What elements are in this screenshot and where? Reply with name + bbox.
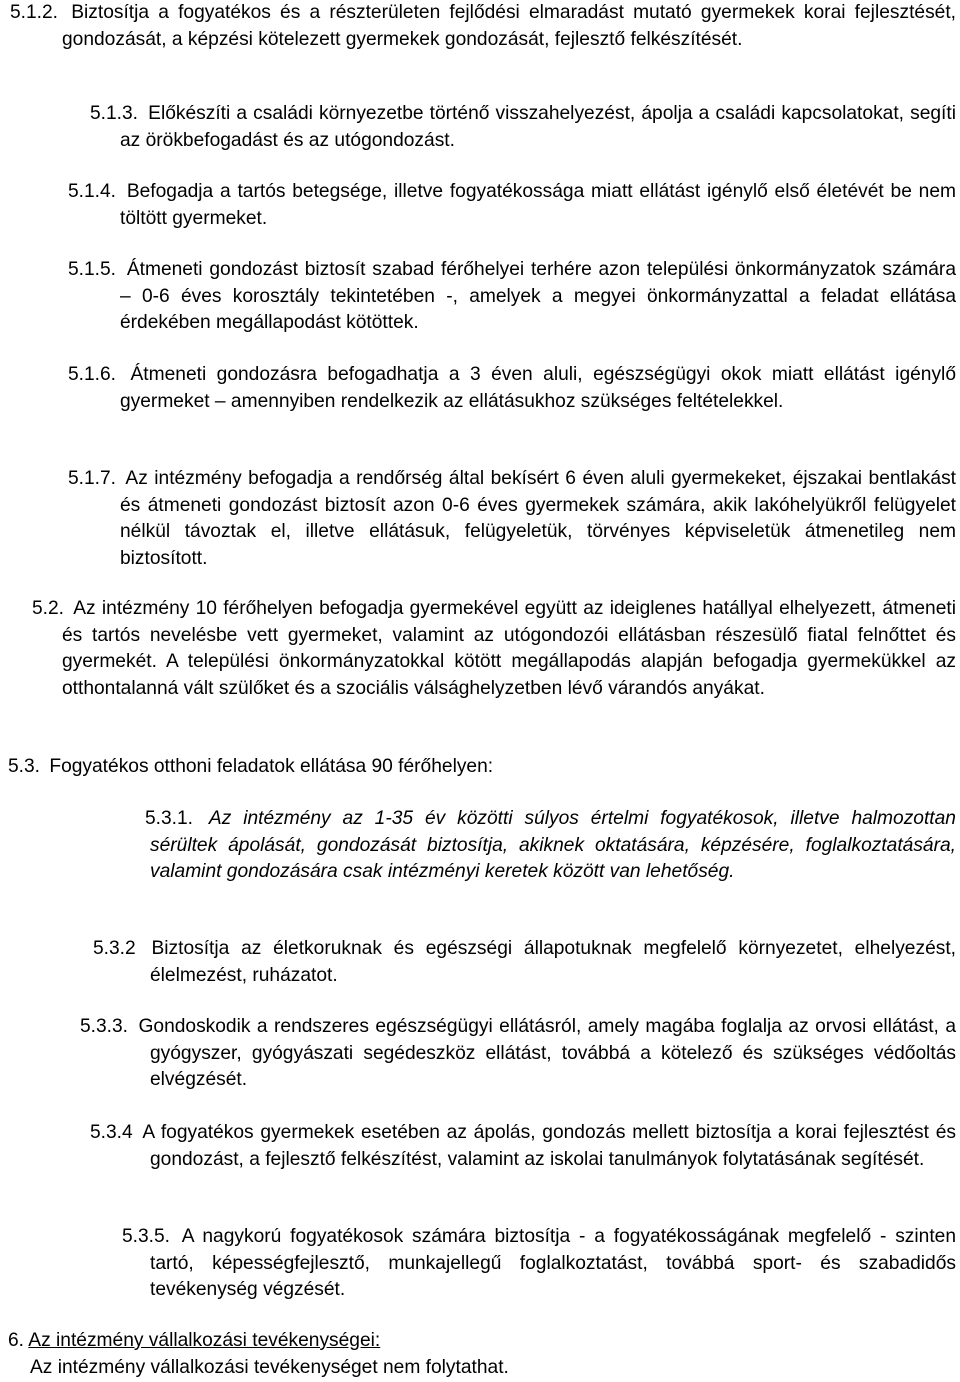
section-text: Fogyatékos otthoni feladatok ellátása 90 férőhelyen: bbox=[49, 756, 494, 777]
section-5-1-3 bbox=[90, 101, 956, 154]
section-number: 5.1.6. bbox=[68, 364, 117, 385]
section-5-1-6 bbox=[68, 362, 956, 415]
section-5-2 bbox=[32, 596, 956, 702]
section-text: A fogyatékos gyermekek esetében az ápolás, gondozás mellett biztosítja a korai fejlesztést és gondozást, a fejlesztő felkészítést, valamint az iskolai tanulmányok folytatásának segítését. bbox=[142, 1122, 956, 1170]
section-number: 5.1.4. bbox=[68, 181, 117, 202]
section-5-3 bbox=[8, 754, 956, 781]
section-text: Az intézmény befogadja a rendőrség által bekísért 6 éven aluli gyermekeket, éjszakai bentlakást és átmeneti gondozást biztosít azon 0-6 éves gyermekek számára, akik lakóhelyükről felügyelet nélkül távoztak el, illetve ellátásuk, felügyeletük, törvényes képviseletük átmenetileg nem biztosított. bbox=[120, 468, 956, 569]
section-text: Átmeneti gondozást biztosít szabad férőhelyei terhére azon települési önkormányzatok számára – 0-6 éves korosztály tekintetében -, amelyek a megyei önkormányzattal a feladat ellátása érdekében megállapodást kötöttek. bbox=[120, 259, 956, 333]
section-text: Gondoskodik a rendszeres egészségügyi ellátásról, amely magába foglalja az orvosi ellátást, a gyógyszer, gyógyászati segédeszköz ellátást, továbbá a kötelező és szükséges védőoltás elvégzését. bbox=[138, 1016, 956, 1090]
section-5-3-4 bbox=[90, 1120, 956, 1173]
section-number: 5.3.5. bbox=[122, 1226, 171, 1247]
section-text: A nagykorú fogyatékosok számára biztosítja - a fogyatékosságának megfelelő - szinten tartó, képességfejlesztő, munkajellegű foglalkoztatást, továbbá sport- és szabadidős tevékenység végzését. bbox=[150, 1226, 956, 1300]
section-number: 5.1.3. bbox=[90, 103, 139, 124]
section-5-3-1 bbox=[145, 806, 956, 886]
section-number: 5.1.5. bbox=[68, 259, 117, 280]
section-text: Előkészíti a családi környezetbe történő visszahelyezést, ápolja a családi kapcsolatokat, segíti az örökbefogadást és az utógondozást. bbox=[120, 103, 956, 151]
section-5-1-5 bbox=[68, 257, 956, 337]
section-number: 5.2. bbox=[32, 598, 65, 619]
section-number: 5.1.2. bbox=[10, 2, 59, 23]
section-heading: Az intézmény vállalkozási tevékenységei: bbox=[28, 1330, 381, 1351]
section-number: 5.3.4 bbox=[90, 1122, 133, 1143]
section-text: Biztosítja a fogyatékos és a részterületen fejlődési elmaradást mutató gyermekek korai fejlesztését, gondozását, a képzési kötelezett gyermekek gondozását, fejlesztő felkészítését. bbox=[62, 2, 956, 50]
section-text: Az intézmény vállalkozási tevékenységet nem folytathat. bbox=[30, 1357, 509, 1378]
section-number: 5.3.3. bbox=[80, 1016, 129, 1037]
section-text: Befogadja a tartós betegsége, illetve fogyatékossága miatt ellátást igénylő első életévét be nem töltött gyermeket. bbox=[120, 181, 956, 229]
section-text: Átmeneti gondozásra befogadhatja a 3 éven aluli, egészségügyi okok miatt ellátást igénylő gyermeket – amennyiben rendelkezik az ellátásukhoz szükséges feltételekkel. bbox=[120, 364, 956, 412]
section-5-3-2 bbox=[93, 936, 956, 989]
section-5-3-5 bbox=[122, 1224, 956, 1304]
section-number: 5.3.2 bbox=[93, 938, 136, 959]
section-5-1-2 bbox=[10, 0, 956, 53]
section-5-3-3 bbox=[80, 1014, 956, 1094]
section-number: 5.3.1. bbox=[145, 808, 194, 829]
section-text: Az intézmény 10 férőhelyen befogadja gyermekével együtt az ideiglenes hatállyal elhelyezett, átmeneti és tartós nevelésbe vett gyermeket, valamint az utógondozói ellátásban részesülő fiatal felnőttet és gyermekét. A települési önkormányzatokkal kötött megállapodás alapján befogadja gyermekükkel az otthontalanná vált szülőket és a szociális válsághelyzetben lévő várandós anyákat. bbox=[62, 598, 956, 699]
section-number: 6. bbox=[8, 1330, 25, 1351]
section-5-1-4 bbox=[68, 179, 956, 232]
section-text: Az intézmény az 1-35 év közötti súlyos értelmi fogyatékosok, illetve halmozottan sérültek ápolását, gondozását biztosítja, akiknek oktatására, képzésére, foglalkoztatására, valamint gondozására csak intézményi keretek között van lehetőség. bbox=[150, 808, 956, 882]
section-6 bbox=[8, 1328, 956, 1355]
section-text: Biztosítja az életkoruknak és egészségi állapotuknak megfelelő környezetet, elhelyezést, élelmezést, ruházatot. bbox=[150, 938, 956, 986]
section-number: 5.3. bbox=[8, 756, 41, 777]
section-6-body bbox=[30, 1355, 956, 1382]
section-5-1-7 bbox=[68, 466, 956, 572]
section-number: 5.1.7. bbox=[68, 468, 117, 489]
